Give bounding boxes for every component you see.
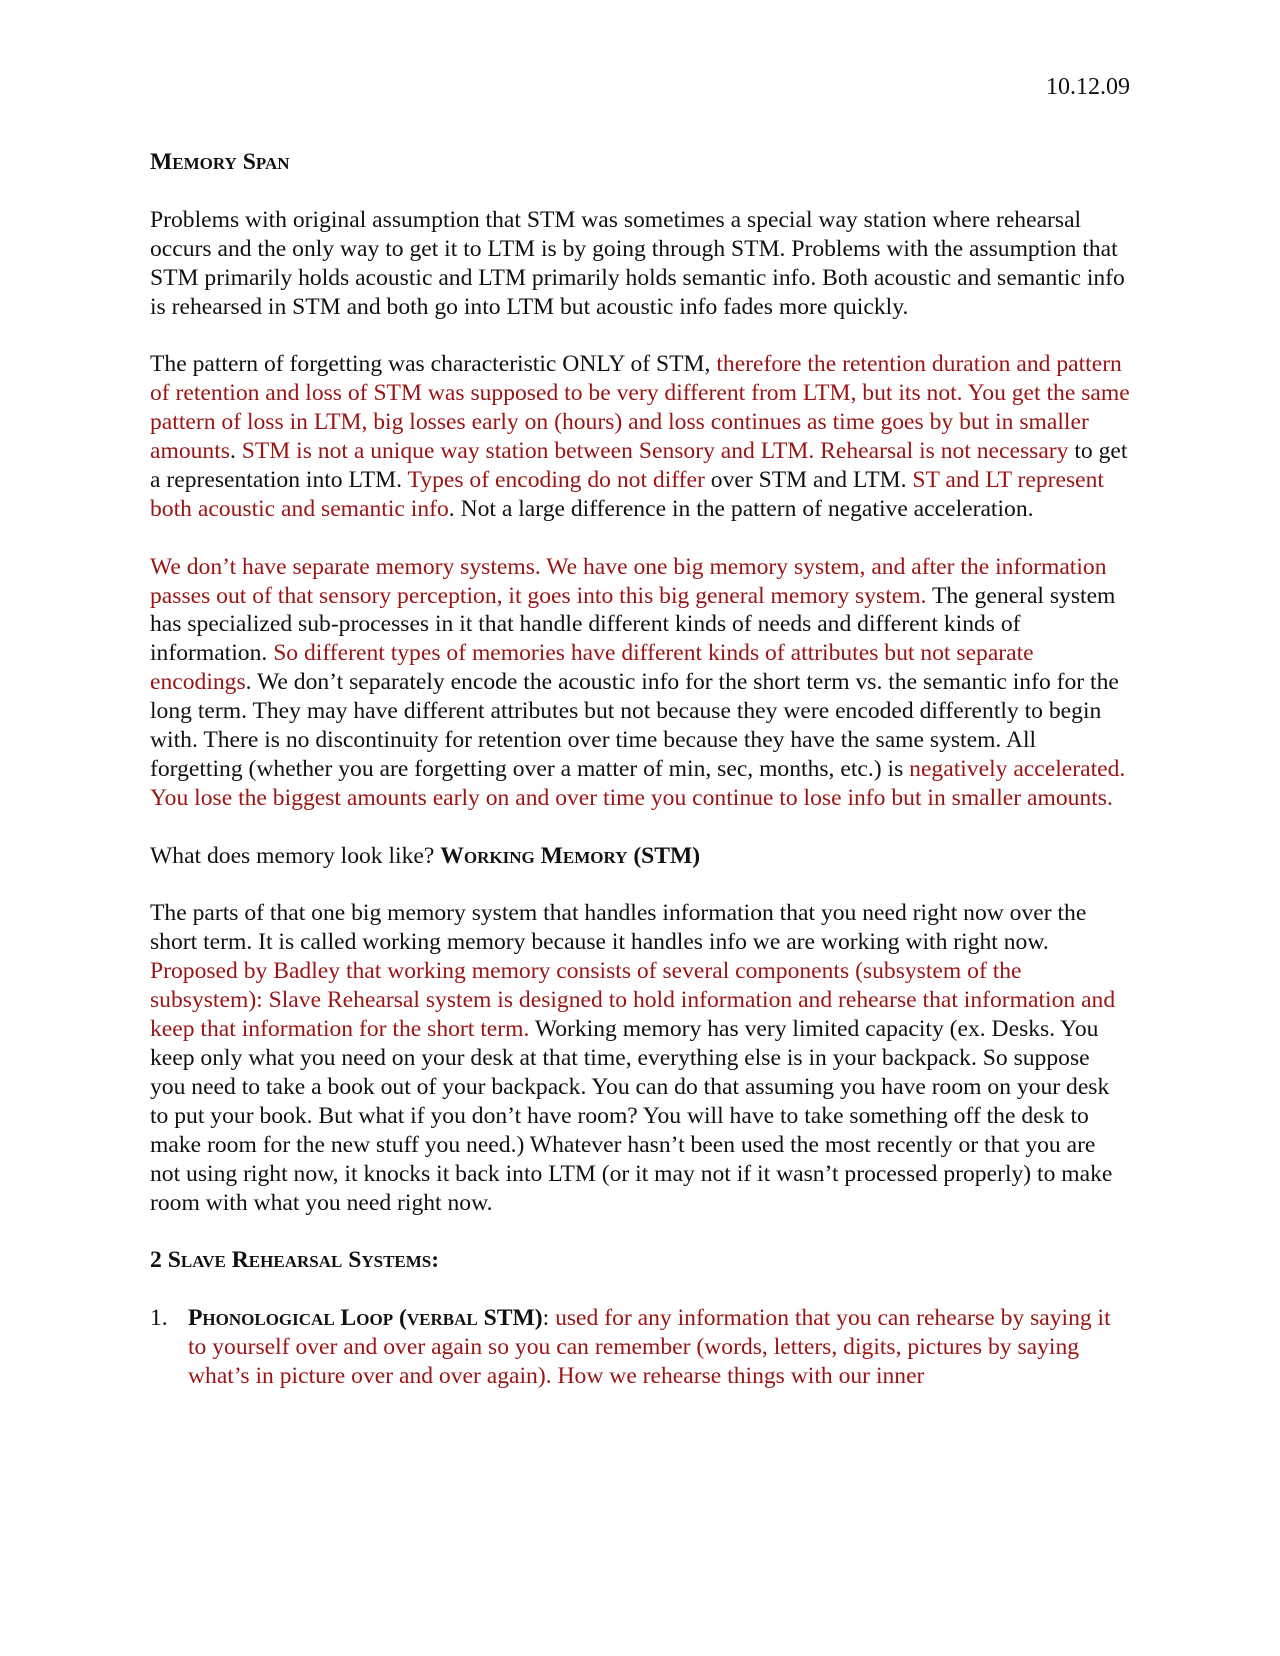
list-number: 1.	[150, 1305, 168, 1332]
list-text: used for any information that you can rehearse by saying it to yourself over and over again so you can remember (words, letters, digits, pictures by saying what’s in picture over and over again). How we rehearse things with our inner	[188, 1305, 1111, 1389]
question-line	[150, 842, 1130, 871]
para4-highlight: Proposed by Badley that working memory consists of several components (subsystem of the subsystem): Slave Rehearsal system is designed to hold information and rehearse that information and keep that information for the short term.	[150, 958, 1116, 1043]
date: 10.12.09	[1046, 74, 1130, 100]
list-item	[150, 1304, 1130, 1391]
para4-text: The parts of that one big memory system that handles information that you need right now over the short term. It is called working memory because it handles info we are working with right now.	[150, 900, 1087, 956]
list-colon: :	[542, 1305, 556, 1332]
blank-line	[150, 1217, 1130, 1246]
blank-line	[150, 177, 1130, 206]
para3-text: . We don’t separately encode the acoustic info for the short term vs. the semantic info for the long term. They may have different attributes but not because they were encoded differently to begin with. There is no discontinuity for retention over time because they have the same system. All forgetting (whether you are forgetting over a matter of min, sec, months, etc.) is	[150, 669, 1119, 782]
blank-line	[150, 524, 1130, 553]
paragraph-1: Problems with original assumption that STM was sometimes a special way station where rehearsal occurs and the only way to get it to LTM is by going through STM. Problems with the assumption that STM primarily holds acoustic and LTM primarily holds semantic info. Both acoustic and semantic info is rehearsed in STM and both go into LTM but acoustic info fades more quickly.	[150, 206, 1125, 320]
document-body	[150, 148, 1130, 1391]
para2-highlight: therefore the retention duration and pattern of retention and loss of STM was supposed to be very different from LTM, but its not. You get the same pattern of loss in LTM, big losses early on (hours) and loss continues as time goes by but in smaller amounts	[150, 351, 1130, 465]
para2-text: over STM and LTM.	[704, 466, 913, 493]
para3-highlight: So different types of memories have different kinds of attributes but not separate encodings	[150, 640, 1034, 696]
para2-highlight: STM is not a unique way station between Sensory and LTM. Rehearsal is not necessary	[241, 438, 1069, 465]
paragraph-4	[150, 899, 1130, 1217]
para3-highlight: We don’t have separate memory systems. We have one big memory system, and after the information passes out of that sensory perception, it goes into this big general memory system.	[150, 553, 1107, 609]
paragraph-3	[150, 553, 1130, 813]
para2-text: The pattern of forgetting was characteristic ONLY of STM,	[150, 351, 717, 378]
paragraph-2	[150, 350, 1130, 523]
numbered-list	[150, 1304, 1130, 1391]
blank-line	[150, 321, 1130, 350]
para2-highlight: ST and LT represent both acoustic and semantic info	[150, 466, 1104, 522]
para2-highlight: Types of encoding do not differ	[407, 466, 705, 493]
question-text: What does memory look like?	[150, 842, 441, 869]
para4-text: Working memory has very limited capacity (ex. Desks. You keep only what you need on your desk at that time, everything else is in your backpack. So suppose you need to take a book out of your backpack. You can do that assuming you have room on your desk to put your book. But what if you don’t have room? You will have to take something off the desk to make room for the new stuff you need.) Whatever hasn’t been used the most recently or that you are not using right now, it knocks it back into LTM (or it may not if it wasn’t processed properly) to make room with what you need right now.	[150, 1016, 1113, 1216]
blank-line	[150, 871, 1130, 900]
blank-line	[150, 1275, 1130, 1304]
heading-memory-span: Memory Span	[150, 149, 290, 175]
blank-line	[150, 813, 1130, 842]
para2-text: to get a representation into LTM.	[150, 438, 1128, 493]
para2-text: .	[229, 438, 242, 465]
heading-slave-rehearsal: 2 Slave Rehearsal Systems:	[150, 1247, 440, 1274]
para2-text: . Not a large difference in the pattern of negative acceleration.	[448, 495, 1034, 522]
list-term: Phonological Loop (verbal STM)	[188, 1305, 543, 1332]
para3-highlight: negatively accelerated. You lose the biggest amounts early on and over time you continue to lose info but in smaller amounts.	[150, 755, 1126, 811]
heading-working-memory: Working Memory (STM)	[440, 842, 701, 869]
para3-text: The general system has specialized sub-processes in it that handle different kinds of needs and different kinds of information.	[150, 582, 1116, 667]
